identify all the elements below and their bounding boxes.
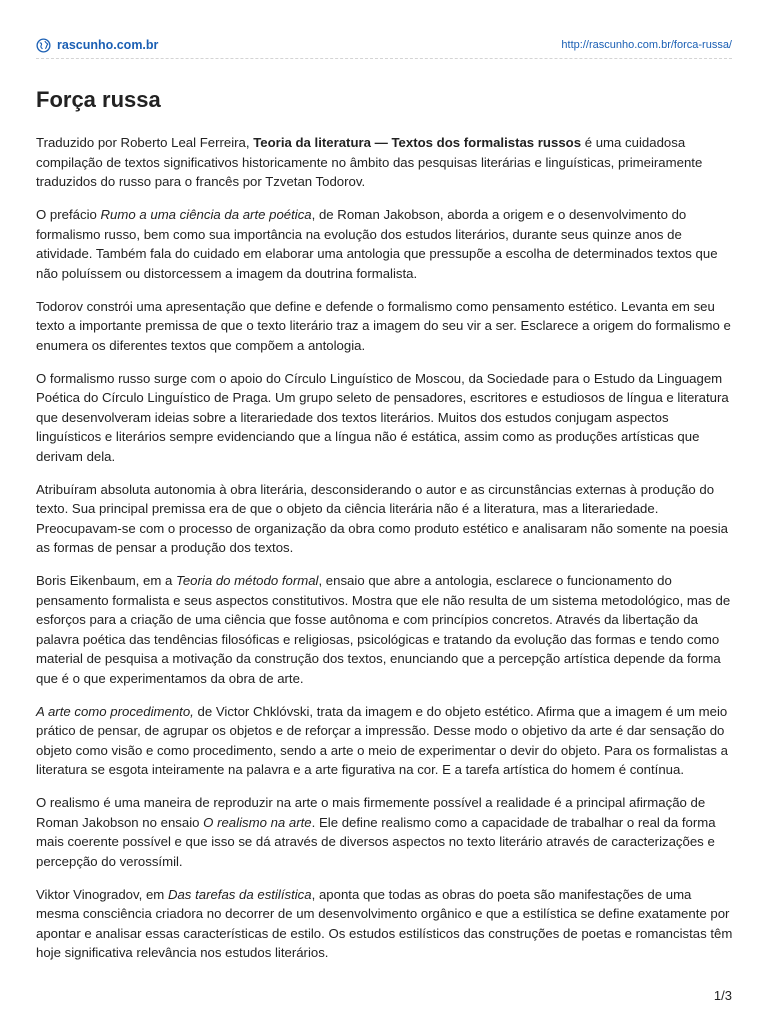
paragraph-7 [36,702,734,780]
globe-icon [36,38,51,53]
page-header [36,34,732,56]
book-title: Teoria da literatura — Textos dos formalistas russos [253,135,582,150]
paragraph-6-text-c: , ensaio que abre a antologia, esclarece o funcionamento do pensamento formalista e seus aspectos constitutivos. Mostra que ele não resulta de um sistema metodológico, mas de esforços para a criação de uma ciência que fosse autônoma e com princípios concretos. Através da libertação da palavra poética das tendências filosóficas e religiosas, psicológicas e tratando da evolução das formas e tendo como material de pesquisa a motivação da construção dos textos, enunciando que a percepção artística depende da forma que é o que experimentamos da obra de arte. [36,573,731,686]
paragraph-6-text-a: Boris Eikenbaum, em a [36,573,176,588]
page-title: Força russa [36,87,161,112]
paragraph-9-text-a: Viktor Vinogradov, em [36,886,168,902]
header-divider [36,58,732,59]
paragraph-1-text-a: Traduzido por Roberto Leal Ferreira, [36,135,254,150]
essay-title-jakobson-preface: Rumo a uma ciência da arte poética [100,207,312,222]
article-body [36,133,734,976]
paragraph-4: O formalismo russo surge com o apoio do Círculo Linguístico de Moscou, da Sociedade para o Estudo da Linguagem Poética do Círculo Linguístico de Praga. Um grupo seleto de pensadores, escritores e estudiosos de língua e literatura que desenvolveram ideias sobre a literariedade dos textos literários. Muitos dos estudos conjugam aspectos linguísticos e literários sempre evidenciando que a língua não é estática, assim como as produções artísticas que derivam dela. [36,370,729,464]
essay-title-vinogradov: Das tarefas da estilística [167,886,312,902]
paragraph-2-text-c: , de Roman Jakobson, aborda a origem e o desenvolvimento do formalismo russo, bem como sua importância na evolução dos estudos literários, durante seus quinze anos de atividade. Também fala do cuidado em elaborar uma antologia que pressupõe a escolha de determinados textos que não poluíssem ou distorcessem a imagem da doutrina formalista. [36,207,718,281]
essay-title-eikenbaum: Teoria do método formal [176,573,319,588]
paragraph-9 [36,885,734,963]
essay-title-realism: O realismo na arte [203,814,312,830]
paragraph-1-text-c: é uma cuidadosa compilação de textos significativos historicamente no âmbito das pesquisas literárias e linguísticas, primeiramente traduzidos do russo para o francês por Tzvetan Todorov. [36,135,703,189]
essay-title-chklovski: A arte como procedimento, [36,703,194,719]
page-number: 1/3 [713,988,732,1003]
paragraph-8-text-a: O realismo é uma maneira de reproduzir na arte o mais firmemente possível a realidade é a principal afirmação de Roman Jakobson no ensaio [36,795,706,830]
paragraph-8-text-c: . Ele define realismo como a capacidade de trabalhar o real da forma mais coerente possível e que isso se dá através de diversos aspectos no texto literário através de caracterizações e percepção do verossímil. [36,814,716,869]
paragraph-5: Atribuíram absoluta autonomia à obra literária, desconsiderando o autor e as circunstâncias externas à produção do texto. Sua principal premissa era de que o objeto da ciência literária não é a literatura, mas a literariedade. Preocupavam-se com o processo de organização da obra como produto estético e analisaram não somente na poesia as formas de pensar a produção dos textos. [36,481,729,555]
paragraph-2 [36,205,734,283]
paragraph-8 [36,793,734,871]
page-url-link[interactable]: http://rascunho.com.br/forca-russa/ [561,39,732,51]
paragraph-9-text-c: , aponta que todas as obras do poeta são manifestações de uma mesma consciência criadora no decorrer de um desenvolvimento orgânico e que a estilística se define exatamente por apontar e analisar essas características de estilo. Os estudos estilísticos das construções de poetas e romancistas têm hoje significativa relevância nos estudos literários. [36,886,733,960]
site-link[interactable] [36,38,158,53]
paragraph-2-text-a: O prefácio [36,207,101,222]
paragraph-3: Todorov constrói uma apresentação que define e defende o formalismo como pensamento estético. Levanta em seu texto a importante premissa de que o texto literário traz a imagem do seu vir a ser. Esclarece a origem do formalismo e enumera os diferentes textos que compõem a antologia. [36,298,731,353]
paragraph-7-text-b: de Victor Chklóvski, trata da imagem e do objeto estético. Afirma que a imagem é um meio prático de pensar, de agrupar os objetos e de reforçar a impressão. Desse modo o objetivo da arte é dar sensação do objeto como visão e como procedimento, sendo a arte o meio de experimentar o devir do objeto. Para os formalistas a literatura se esgota inteiramente na palavra e a arte figurativa na cor. E a tarefa artística do homem é contínua. [36,703,728,777]
paragraph-6 [36,571,734,688]
paragraph-1 [36,133,734,192]
site-name: rascunho.com.br [57,38,159,52]
